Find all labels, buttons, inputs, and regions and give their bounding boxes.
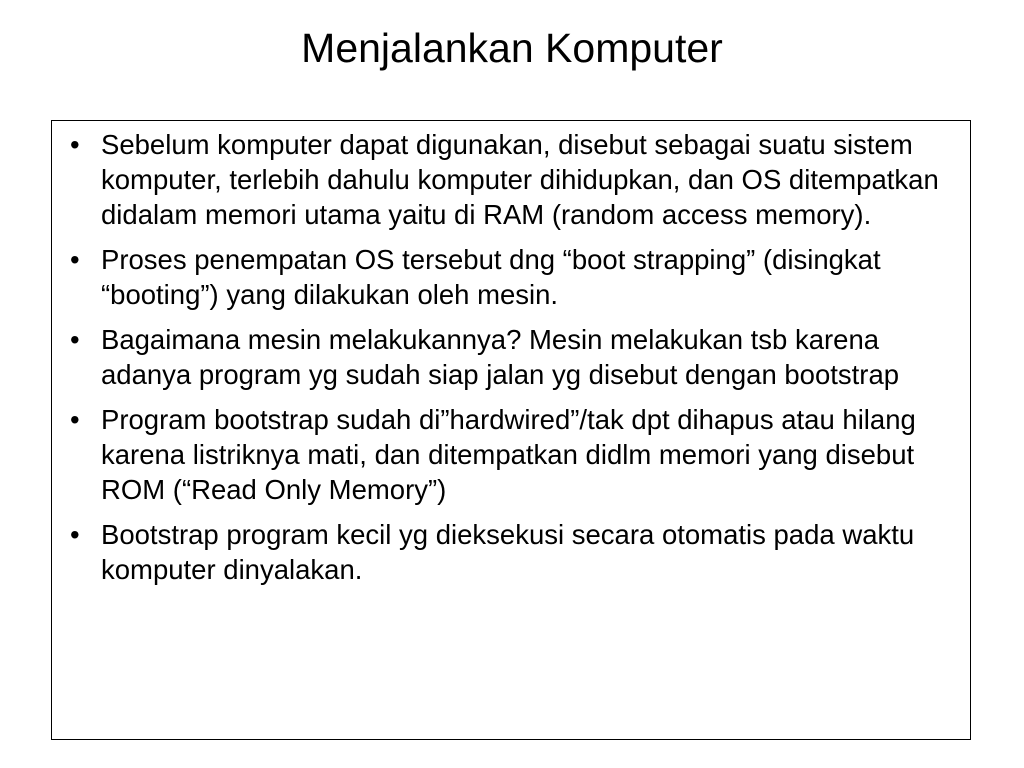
bullet-item	[62, 242, 958, 312]
slide-title: Menjalankan Komputer	[301, 25, 723, 71]
bullet-dot-icon: •	[70, 324, 80, 355]
bullet-item	[62, 517, 958, 587]
bullet-item	[62, 322, 958, 392]
bullet-item	[62, 402, 958, 507]
bullet-text: Bagaimana mesin melakukannya? Mesin melakukan tsb karena adanya program yg sudah siap jalan yg disebut dengan bootstrap	[101, 324, 900, 390]
bullet-text: Sebelum komputer dapat digunakan, disebut sebagai suatu sistem komputer, terlebih dahulu komputer dihidupkan, dan OS ditempatkan didalam memori utama yaitu di RAM (random access memory).	[101, 129, 939, 230]
bullet-list	[52, 121, 970, 587]
bullet-item	[62, 127, 958, 232]
bullet-dot-icon: •	[70, 244, 80, 275]
content-box	[51, 120, 971, 740]
bullet-dot-icon: •	[70, 404, 80, 435]
bullet-text: Program bootstrap sudah di”hardwired”/tak dpt dihapus atau hilang karena listriknya mati, dan ditempatkan didlm memori yang disebut ROM (“Read Only Memory”)	[101, 404, 916, 505]
bullet-dot-icon: •	[70, 129, 80, 160]
bullet-text: Bootstrap program kecil yg dieksekusi secara otomatis pada waktu komputer dinyalakan.	[101, 519, 915, 585]
bullet-dot-icon: •	[70, 519, 80, 550]
bullet-text: Proses penempatan OS tersebut dng “boot strapping” (disingkat “booting”) yang dilakukan oleh mesin.	[101, 244, 881, 310]
